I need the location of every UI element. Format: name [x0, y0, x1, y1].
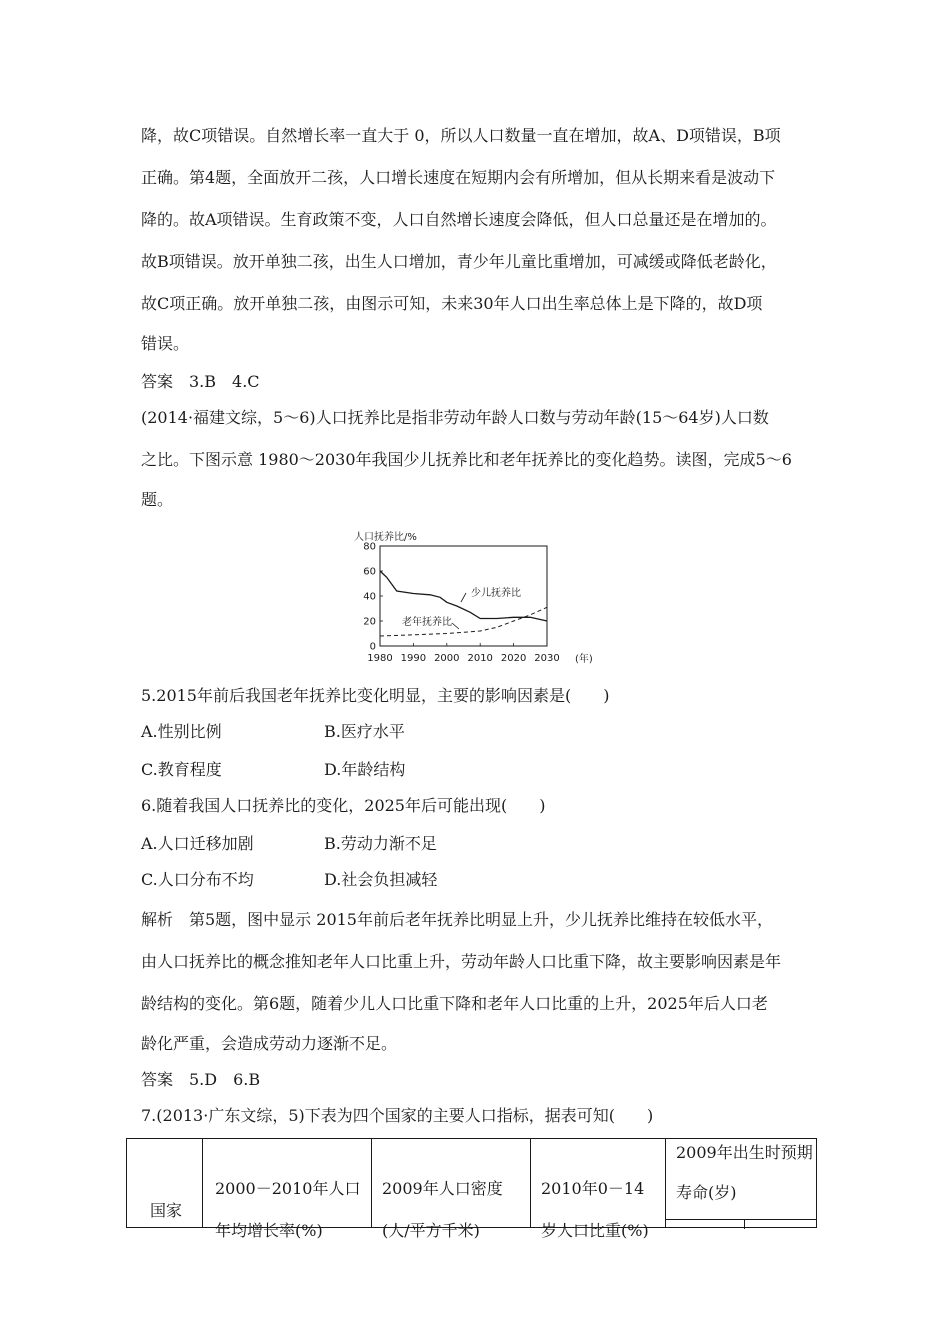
header-country-text: 国家: [150, 1201, 183, 1220]
analysis-line: 龄结构的变化。第6题，随着少儿人口比重下降和老年人口比重的上升，2025年后人口老: [141, 994, 768, 1013]
population-indicators-table: [126, 1138, 817, 1240]
question-5-stem: 5.2015年前后我国老年抚养比变化明显，主要的影响因素是( ): [141, 686, 610, 705]
q6-option-a: A.人口迁移加剧: [141, 834, 254, 853]
analysis-line: 龄化严重，会造成劳动力逐渐不足。: [141, 1034, 398, 1053]
child-dependency-line: [380, 571, 547, 621]
x-tick-label: 2030: [534, 653, 560, 664]
header-density-text-2: (人/平方千米): [382, 1221, 480, 1240]
header-children-text-2: 岁人口比重(%): [541, 1221, 649, 1240]
q6-option-c: C.人口分布不均: [141, 870, 254, 889]
header-life-text-2: 寿命(岁): [676, 1183, 737, 1202]
x-tick-label: 2010: [467, 653, 493, 664]
x-tick-label: 1990: [400, 653, 427, 664]
header-cell-density: [372, 1139, 531, 1240]
q5-option-a: A.性别比例: [141, 722, 222, 741]
y-tick-label: 80: [363, 541, 376, 553]
intro-line: (2014·福建文综，5～6)人口抚养比是指非劳动年龄人口数与劳动年龄(15～64岁)人口数: [141, 408, 769, 427]
question-6-stem: 6.随着我国人口抚养比的变化，2025年后可能出现( ): [141, 796, 546, 815]
intro-line: 题。: [141, 490, 174, 509]
paragraph-line: 降，故C项错误。自然增长率一直大于 0，所以人口数量一直在增加，故A、D项错误，B项: [141, 126, 781, 145]
header-density-text-1: 2009年人口密度: [382, 1179, 503, 1198]
paragraph-line: 错误。: [141, 334, 190, 353]
series-label-child: 少儿抚养比: [471, 588, 521, 599]
answer-line: 答案 3.B 4.C: [141, 372, 260, 391]
elderly-label-pointer: [452, 623, 459, 629]
question-7-stem: 7.(2013·广东文综，5)下表为四个国家的主要人口指标，据表可知( ): [141, 1106, 654, 1125]
child-label-pointer: [461, 593, 466, 602]
q5-option-c: C.教育程度: [141, 760, 222, 779]
analysis-line: 解析 第5题，图中显示 2015年前后老年抚养比明显上升，少儿抚养比维持在较低水平，: [141, 910, 773, 929]
paragraph-line: 故B项错误。放开单独二孩，出生人口增加，青少年儿童比重增加，可减缓或降低老龄化，: [141, 252, 777, 271]
header-cell-growth: [203, 1139, 372, 1240]
x-tick-label: 2020: [500, 653, 527, 664]
y-tick-label: 20: [363, 616, 376, 628]
y-axis-title: 人口抚养比/%: [354, 532, 417, 543]
q6-option-d: D.社会负担减轻: [324, 870, 438, 889]
header-children-text-1: 2010年0－14: [541, 1179, 645, 1198]
subheader-split: [744, 1219, 745, 1229]
y-tick-label: 60: [363, 566, 376, 578]
x-tick-label: 1980: [367, 653, 393, 664]
q5-option-d: D.年龄结构: [324, 760, 406, 779]
dependency-ratio-chart: [340, 522, 630, 667]
analysis-line: 由人口抚养比的概念推知老年人口比重上升，劳动年龄人口比重下降，故主要影响因素是年: [141, 952, 782, 971]
y-tick-label: 40: [363, 591, 376, 603]
table-header-row: [127, 1139, 817, 1228]
header-growth-text-1: 2000－2010年人口: [215, 1179, 361, 1198]
q5-option-b: B.医疗水平: [324, 722, 405, 741]
paragraph-line: 故C项正确。放开单独二孩，由图示可知，未来30年人口出生率总体上是下降的，故D项: [141, 294, 763, 313]
paragraph-line: 正确。第4题，全面放开二孩，人口增长速度在短期内会有所增加，但从长期来看是波动下: [141, 168, 776, 187]
paragraph-line: 降的。故A项错误。生育政策不变，人口自然增长速度会降低，但人口总量还是在增加的。: [141, 210, 777, 229]
x-axis-unit: (年): [575, 654, 593, 665]
header-cell-life-expectancy: [666, 1139, 817, 1228]
subheader-divider: [666, 1219, 816, 1220]
answer-line: 答案 5.D 6.B: [141, 1070, 261, 1089]
header-cell-children: [531, 1139, 666, 1240]
series-label-elderly: 老年抚养比: [402, 617, 452, 628]
header-life-text-1: 2009年出生时预期: [676, 1143, 813, 1162]
y-tick-label: 0: [369, 641, 376, 653]
q6-option-b: B.劳动力渐不足: [324, 834, 437, 853]
header-growth-text-2: 年均增长率(%): [215, 1221, 323, 1240]
plot-frame: [380, 546, 547, 646]
intro-line: 之比。下图示意 1980～2030年我国少儿抚养比和老年抚养比的变化趋势。读图，完成5～6: [141, 450, 792, 469]
header-cell-country: [127, 1139, 203, 1228]
x-tick-label: 2000: [434, 653, 460, 664]
